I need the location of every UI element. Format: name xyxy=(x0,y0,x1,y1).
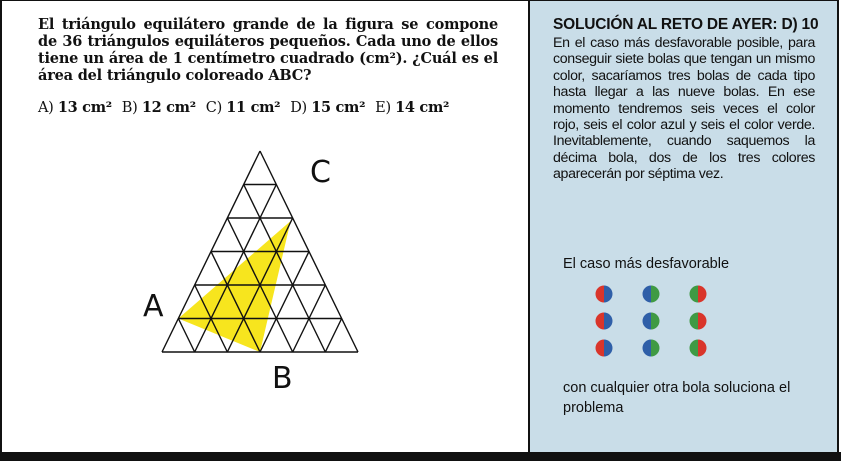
worst-case-label: El caso más desfavorable xyxy=(563,256,730,272)
answer-option-3 xyxy=(290,100,365,116)
ball-blue-green xyxy=(643,340,660,357)
answer-option-value: 12 cm² xyxy=(141,99,196,116)
answer-option-value: 14 cm² xyxy=(395,99,450,116)
answer-option-value: 15 cm² xyxy=(311,99,366,116)
solution-body: En el caso más desfavorable posible, para conseguir siete bolas que tengan un mismo color, sacaríamos tres bolas de cada tipo hasta llegar a las nueve bolas. En ese momento tendremos seis veces el color rojo, seis el color azul y seis el color verde. Inevitablemente, cuando saquemos la décima bola, dos de los tres colores aparecerán por séptima vez. xyxy=(553,35,815,183)
ball-half-green xyxy=(651,313,660,330)
ball-half-blue xyxy=(643,313,652,330)
answer-option-value: 11 cm² xyxy=(226,99,281,116)
ball-half-green xyxy=(651,340,659,357)
ball-half-red xyxy=(698,313,707,330)
answer-option-4 xyxy=(375,100,449,116)
grid-line xyxy=(325,319,341,353)
solution-title: SOLUCIÓN AL RETO DE AYER: D) 10 xyxy=(553,16,819,33)
ball-green-red xyxy=(690,286,707,303)
ball-half-green xyxy=(651,286,660,303)
question-text: El triángulo equilátero grande de la figura se compone de 36 triángulos equiláteros pequeños. Cada uno de ellos tiene un área de 1 centímetro cuadrado (cm²). ¿Cuál es el área del triángulo coloreado ABC? xyxy=(38,16,498,84)
ball-red-blue xyxy=(596,286,613,303)
vertex-label-a: A xyxy=(143,289,164,324)
answer-option-value: 13 cm² xyxy=(57,99,112,116)
ball-half-red xyxy=(596,313,605,330)
balls-grid xyxy=(590,283,730,363)
answer-option-0 xyxy=(38,100,112,116)
balls-svg xyxy=(590,283,730,363)
vertex-label-b: B xyxy=(272,361,293,396)
ball-half-blue xyxy=(643,340,651,357)
answer-option-letter: E) xyxy=(375,100,396,116)
ball-half-red xyxy=(596,286,605,303)
ball-half-red xyxy=(698,340,706,357)
answer-option-letter: C) xyxy=(205,100,227,116)
ball-half-green xyxy=(690,340,698,357)
bottom-rule xyxy=(0,452,841,461)
answer-option-1 xyxy=(122,100,196,116)
ball-half-blue xyxy=(643,286,652,303)
answer-options xyxy=(38,99,508,116)
ball-half-green xyxy=(690,313,699,330)
ball-blue-green xyxy=(643,286,660,303)
ball-half-red xyxy=(596,340,604,357)
ball-red-blue xyxy=(596,340,613,357)
ball-half-blue xyxy=(604,286,613,303)
ball-green-red xyxy=(690,340,707,357)
triangle-grid-svg xyxy=(140,145,400,395)
answer-option-2 xyxy=(206,100,280,116)
answer-option-letter: D) xyxy=(290,100,312,116)
solution-note: con cualquier otra bola soluciona el problema xyxy=(563,380,791,416)
ball-half-green xyxy=(690,286,699,303)
ball-half-blue xyxy=(604,340,612,357)
triangle-figure xyxy=(140,145,400,395)
vertex-label-c: C xyxy=(310,155,331,190)
ball-blue-green xyxy=(643,313,660,330)
ball-red-blue xyxy=(596,313,613,330)
answer-option-letter: A) xyxy=(38,100,58,116)
ball-half-red xyxy=(698,286,707,303)
ball-half-blue xyxy=(604,313,613,330)
answer-option-letter: B) xyxy=(121,100,142,116)
ball-green-red xyxy=(690,313,707,330)
